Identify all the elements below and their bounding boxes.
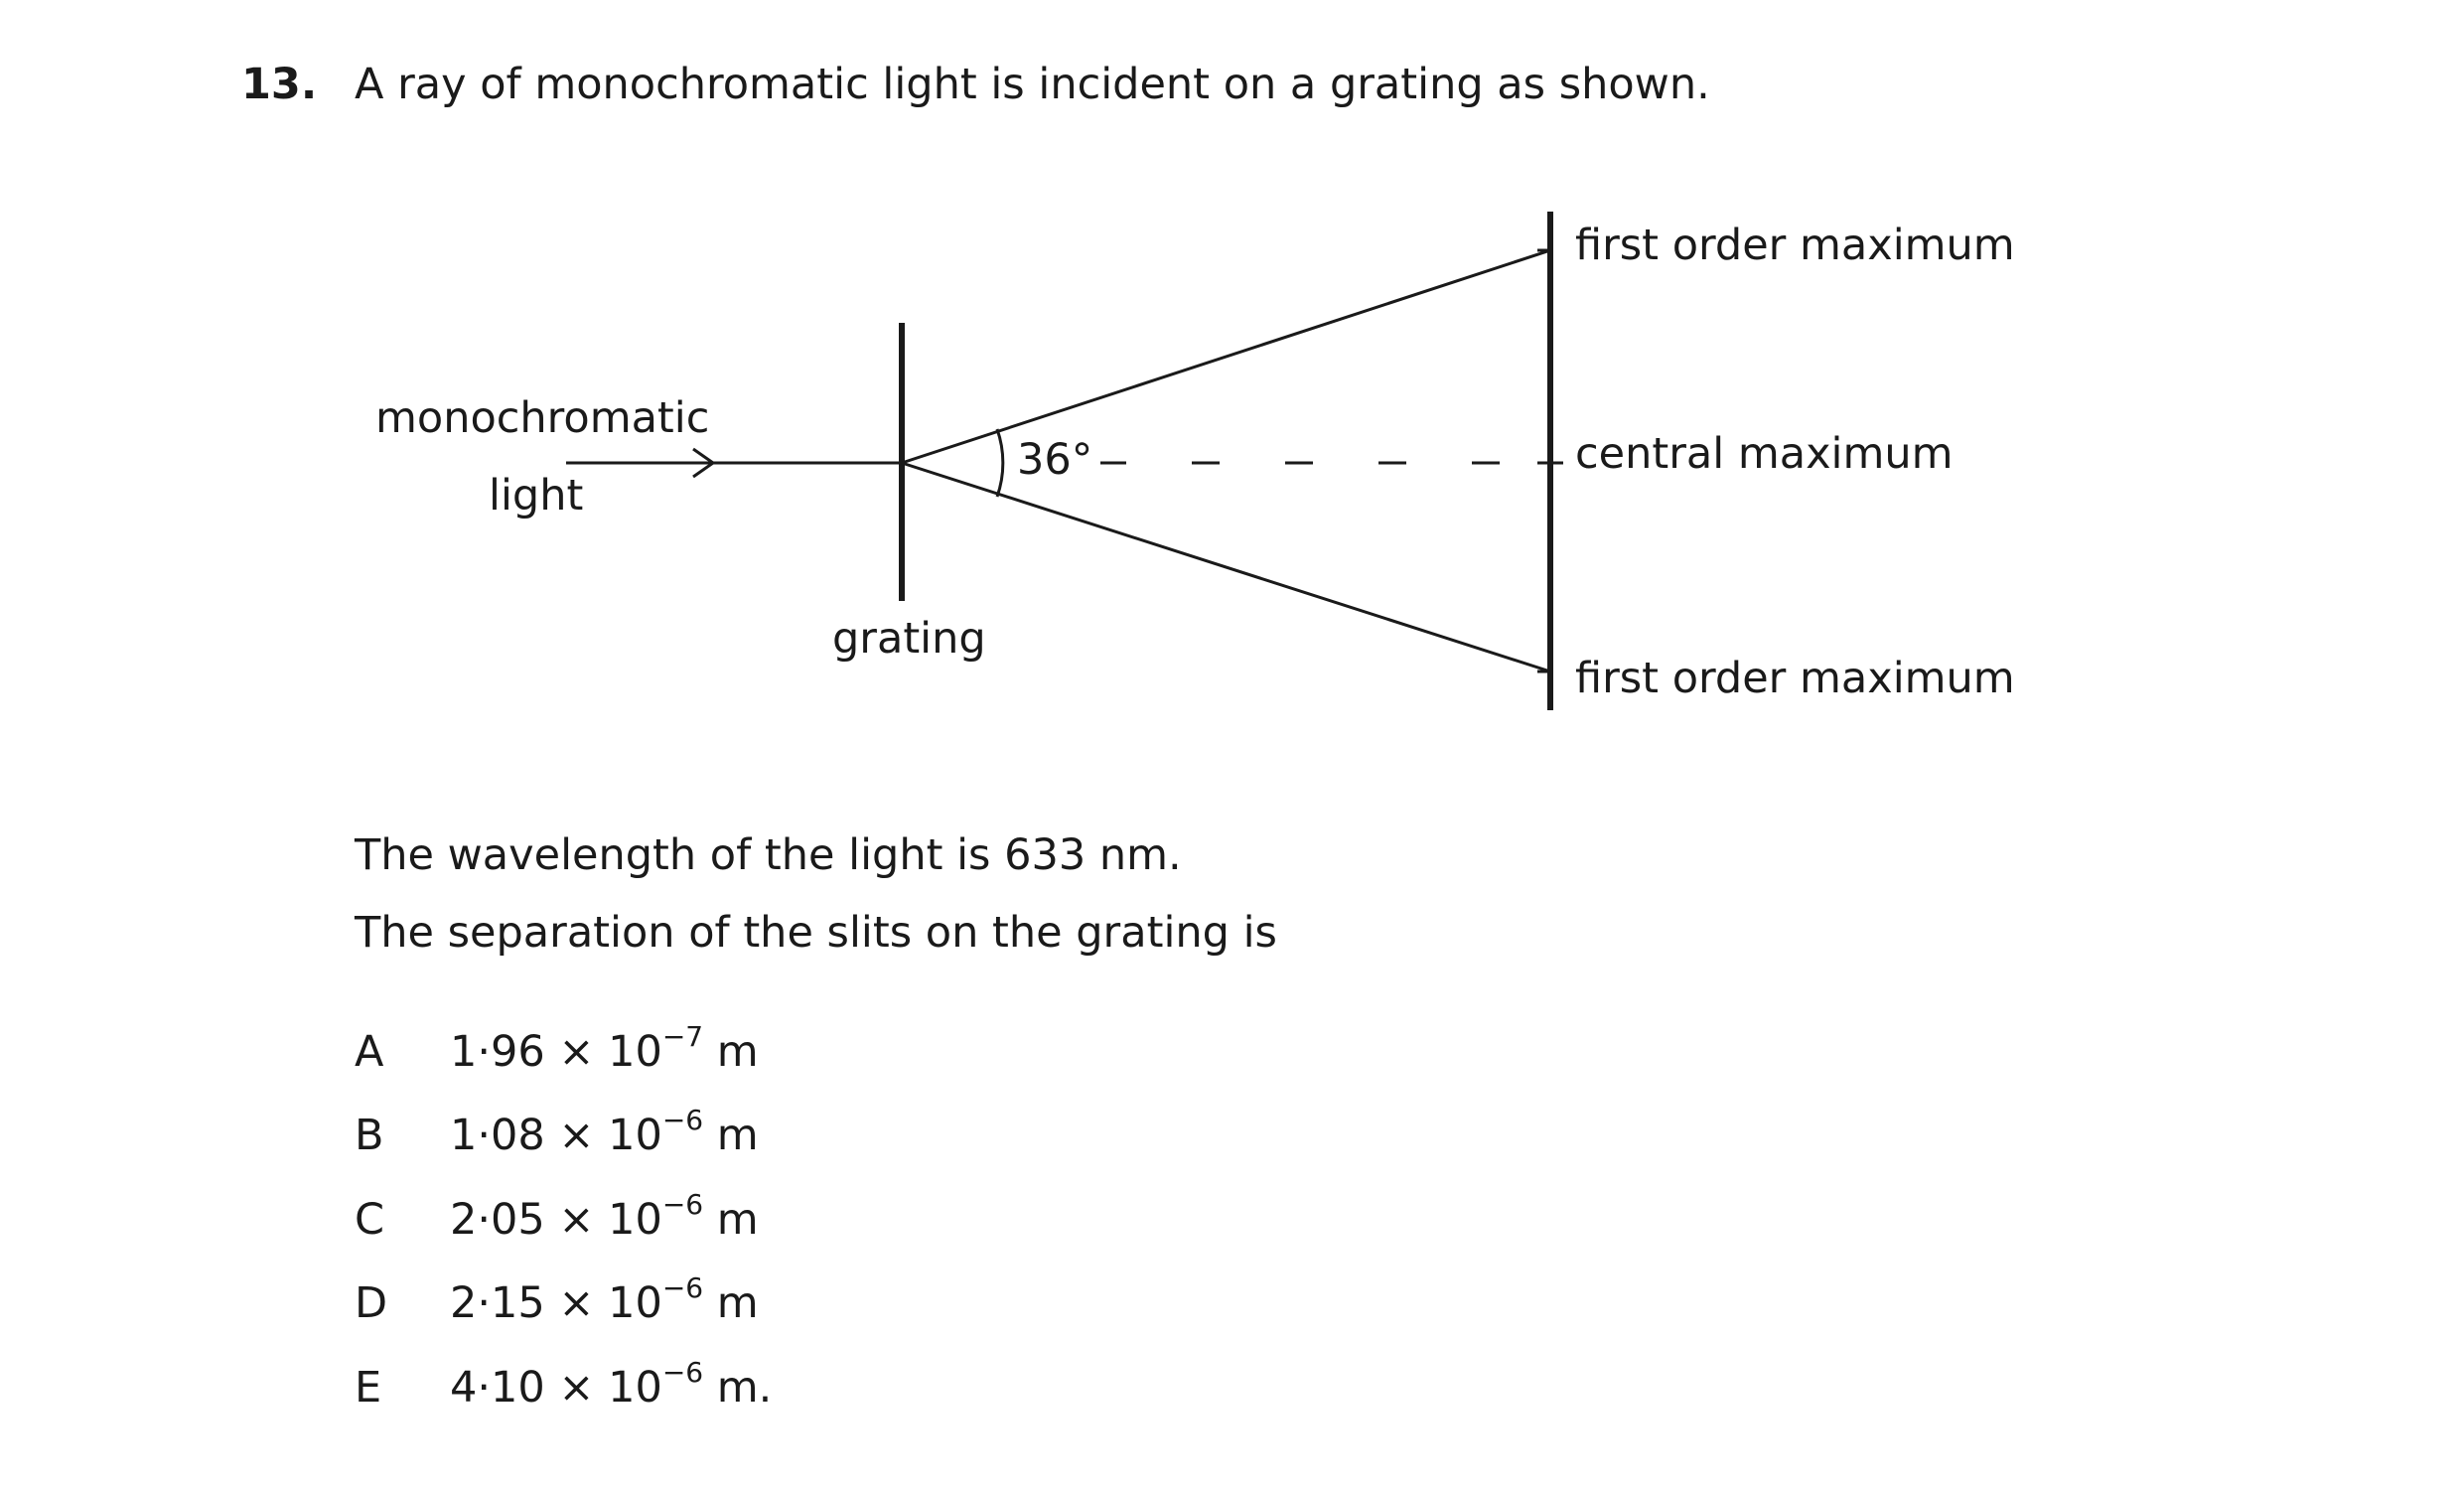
question-number: 13.: [241, 60, 318, 109]
option-e-unit: m.: [716, 1363, 773, 1413]
option-letter-c: C: [355, 1195, 385, 1245]
wavelength-statement: The wavelength of the light is 633 nm.: [355, 830, 1182, 880]
option-a[interactable]: [450, 1020, 759, 1077]
angle-label: 36°: [1017, 435, 1100, 485]
grating-label: grating: [832, 614, 986, 664]
angle-arc: [997, 429, 1003, 497]
central-maximum-label: central maximum: [1575, 429, 1954, 479]
option-e-exponent: −6: [661, 1356, 704, 1389]
option-c[interactable]: [450, 1188, 759, 1245]
option-c-mantissa: 2·05 × 10: [450, 1195, 662, 1245]
top-maximum-label: first order maximum: [1575, 221, 2015, 270]
option-d-mantissa: 2·15 × 10: [450, 1278, 662, 1328]
option-d[interactable]: [450, 1271, 759, 1328]
bottom-maximum-label: first order maximum: [1575, 654, 2015, 703]
option-b-unit: m: [716, 1111, 759, 1160]
option-a-mantissa: 1·96 × 10: [450, 1027, 662, 1077]
option-a-exponent: −7: [661, 1020, 704, 1053]
option-letter-a: A: [355, 1027, 384, 1077]
option-c-exponent: −6: [661, 1188, 704, 1221]
option-b[interactable]: [450, 1104, 759, 1160]
option-c-unit: m: [716, 1195, 759, 1245]
option-d-exponent: −6: [661, 1271, 704, 1304]
option-a-unit: m: [716, 1027, 759, 1077]
option-letter-b: B: [355, 1111, 384, 1160]
question-text: A ray of monochromatic light is incident on a grating as shown.: [355, 60, 1710, 109]
separation-statement: The separation of the slits on the grating is: [355, 908, 1277, 958]
option-letter-e: E: [355, 1363, 382, 1413]
option-e[interactable]: [450, 1356, 773, 1413]
light-label-line2: light: [489, 471, 584, 521]
light-label-line1: monochromatic: [375, 393, 710, 443]
option-b-mantissa: 1·08 × 10: [450, 1111, 662, 1160]
option-letter-d: D: [355, 1278, 388, 1328]
option-e-mantissa: 4·10 × 10: [450, 1363, 662, 1413]
option-b-exponent: −6: [661, 1104, 704, 1136]
option-d-unit: m: [716, 1278, 759, 1328]
